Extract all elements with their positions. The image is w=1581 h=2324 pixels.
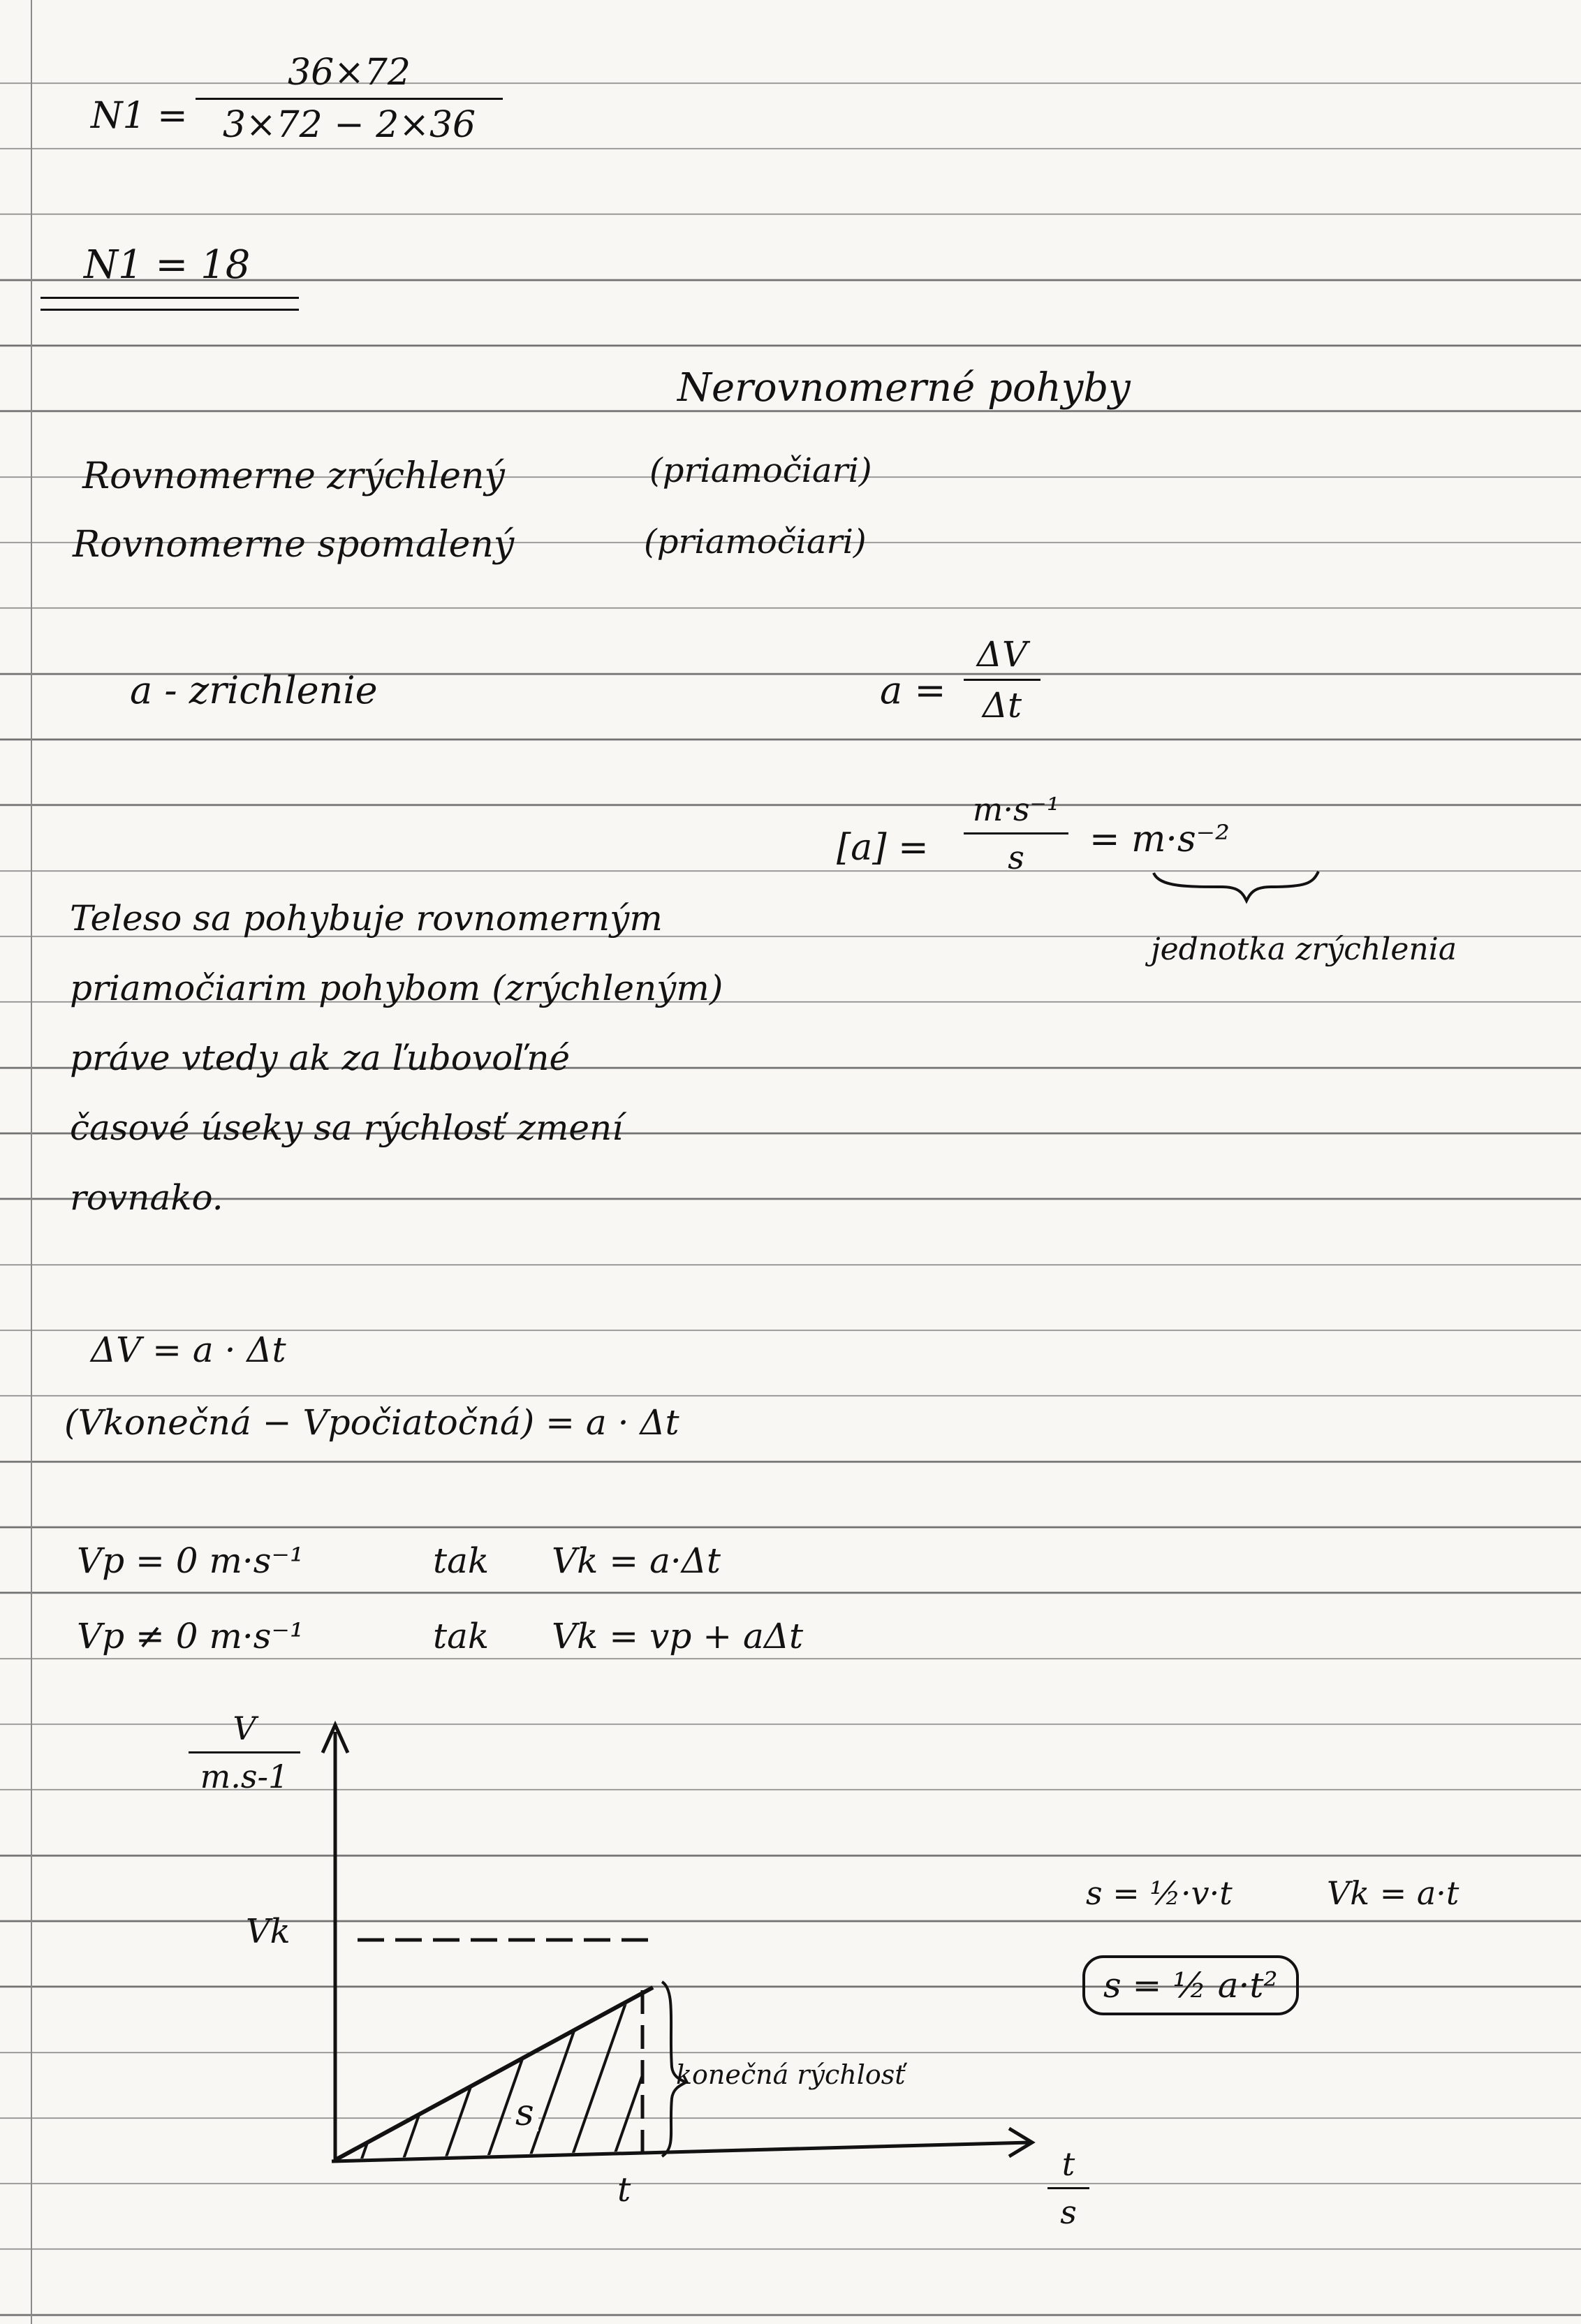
- y-axis-unit: m.s-1: [200, 1758, 289, 1795]
- fraction-bar: [1047, 2187, 1089, 2189]
- motion-type-1-note: (priamočiari): [649, 451, 872, 490]
- case1-word: tak: [433, 1540, 490, 1581]
- vk-label: Vk: [246, 1912, 291, 1951]
- case1-result: Vk = a·Δt: [552, 1540, 721, 1581]
- fraction-bar: [189, 1751, 300, 1753]
- calc-numerator: 36×72: [288, 52, 411, 94]
- eq-dv-expanded: (Vkonečná − Vpočiatočná) = a · Δt: [64, 1402, 679, 1443]
- accel-formula-num: ΔV: [976, 634, 1028, 675]
- case2-word: tak: [433, 1616, 490, 1656]
- paragraph-line-1: Teleso sa pohybuje rovnomerným: [70, 898, 663, 939]
- s-final-formula: s = ½ a·t²: [1103, 1965, 1278, 2006]
- section-heading: Nerovnomerné pohyby: [677, 365, 1131, 411]
- calc-result: N1 = 18: [84, 242, 251, 288]
- velocity-line: [337, 1987, 653, 2159]
- motion-type-1: Rovnomerne zrýchlený: [82, 455, 505, 497]
- unit-num: m·s⁻¹: [972, 790, 1060, 828]
- motion-type-2: Rovnomerne spomalený: [73, 524, 515, 566]
- case2-condition: Vp ≠ 0 m·s⁻¹: [77, 1616, 304, 1656]
- s-final-box: [1082, 1955, 1299, 2015]
- x-axis-quantity: t: [1061, 2145, 1075, 2183]
- y-axis-quantity: V: [233, 1709, 256, 1747]
- accel-definition: a - zrichlenie: [130, 668, 378, 712]
- calc-denominator: 3×72 − 2×36: [222, 104, 476, 146]
- unit-brace: [1154, 872, 1318, 901]
- x-axis-unit: s: [1060, 2193, 1077, 2231]
- final-speed-label: konečná rýchlosť: [676, 2059, 906, 2090]
- accel-formula-lhs: a =: [880, 668, 946, 712]
- paragraph-line-3: práve vtedy ak za ľubovoľné: [70, 1038, 571, 1078]
- y-axis-label: [189, 1709, 300, 1795]
- paragraph-line-5: rovnako.: [70, 1177, 223, 1218]
- unit-result: = m·s⁻²: [1089, 818, 1230, 860]
- eq-dv: ΔV = a · Δt: [91, 1330, 286, 1370]
- accel-formula-den: Δt: [982, 685, 1022, 726]
- s-basic-formula: s = ½·v·t: [1086, 1874, 1233, 1912]
- paragraph-line-2: priamočiarim pohybom (zrýchleným): [70, 968, 723, 1008]
- motion-type-2-note: (priamočiari): [644, 522, 867, 561]
- case1-condition: Vp = 0 m·s⁻¹: [77, 1540, 304, 1581]
- unit-den: s: [1008, 839, 1024, 876]
- t-label: t: [617, 2170, 631, 2209]
- x-axis-label: [1047, 2145, 1089, 2231]
- unit-lhs: [a] =: [837, 827, 929, 869]
- area-label: s: [511, 2095, 538, 2131]
- paragraph-line-4: časové úseky sa rýchlosť zmení: [70, 1108, 624, 1148]
- x-axis: [332, 2142, 1030, 2161]
- vk-formula: Vk = a·t: [1327, 1874, 1459, 1912]
- unit-caption: jednotka zrýchlenia: [1151, 932, 1457, 967]
- calc-lhs: N1 =: [91, 95, 188, 137]
- case2-result: Vk = vp + aΔt: [552, 1616, 804, 1656]
